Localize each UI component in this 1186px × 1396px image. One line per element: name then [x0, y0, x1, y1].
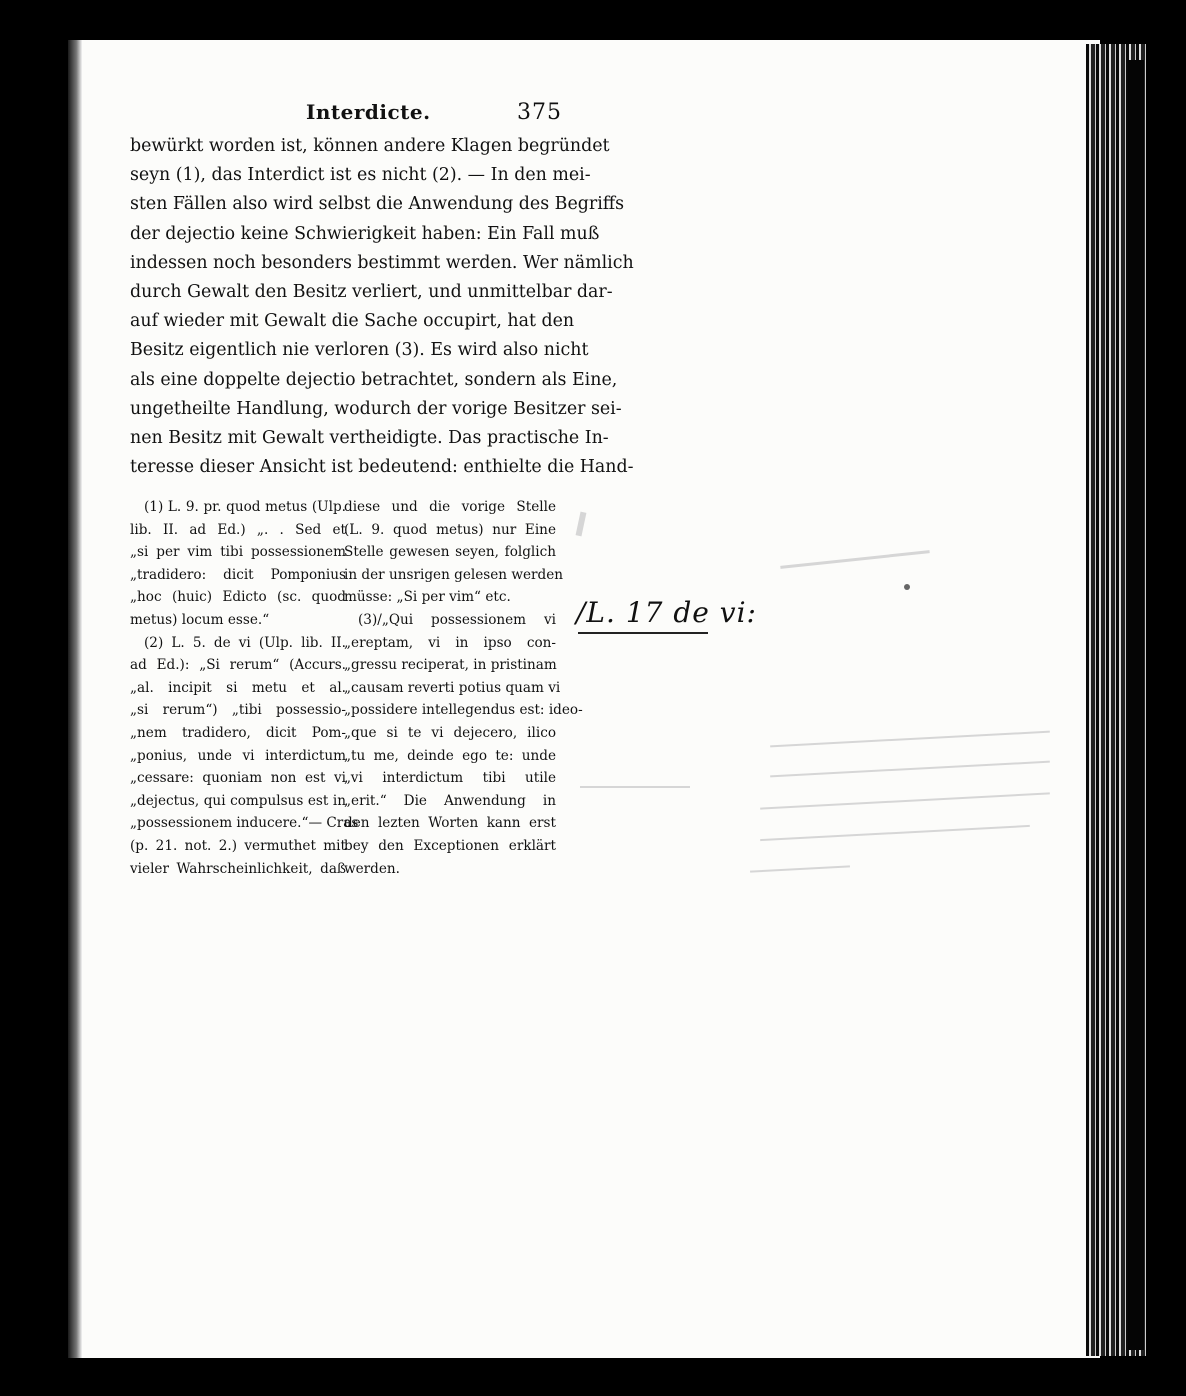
footnote-line: werden. — [344, 860, 401, 877]
footnote-line: (L. 9. quod metus) nur Eine — [344, 521, 556, 538]
footnote-line: (3)/„Qui possessionem vi — [358, 611, 556, 628]
footnote-line: „que si te vi dejecero, ilico — [344, 724, 556, 741]
footnote-line: metus) locum esse.“ — [130, 611, 270, 628]
footnote-line: „tradidero: dicit Pomponius — [130, 566, 346, 583]
footnote-line: den lezten Worten kann erst — [344, 815, 556, 832]
footnote-line: bey den Exceptionen erklärt — [344, 837, 556, 854]
page-number: 375 — [517, 100, 562, 125]
footnote-line: „vi interdictum tibi utile — [344, 770, 556, 787]
running-title: Interdicte. — [306, 100, 431, 124]
footnote-line: (1) L. 9. pr. quod metus (Ulp. — [144, 499, 346, 515]
text-line: teresse dieser Ansicht ist bedeutend: enthielte die Hand- — [130, 457, 634, 478]
text-line: seyn (1), das Interdict ist es nicht (2). — In den mei- — [130, 165, 591, 186]
page-header — [280, 100, 570, 130]
text-line: nen Besitz mit Gewalt vertheidigte. Das practische In- — [130, 427, 609, 448]
footnote-line: „si per vim tibi possessionem — [130, 544, 346, 561]
footnotes-right-column — [344, 496, 583, 880]
footnote-line: „ereptam, vi in ipso con- — [344, 634, 556, 651]
annotation-underline — [578, 632, 708, 634]
footnote-line: „causam reverti potius quam vi — [344, 679, 561, 696]
footnote-line: „nem tradidero, dicit Pom- — [130, 724, 346, 741]
footnote-line: (2) L. 5. de vi (Ulp. lib. II. — [144, 634, 346, 651]
footnote-line: „dejectus, qui compulsus est in — [130, 792, 346, 809]
footnote-line: „ponius, unde vi interdictum — [130, 747, 346, 764]
footnote-line: vieler Wahrscheinlichkeit, daß — [130, 860, 346, 877]
footnote-line: müsse: „Si per vim“ etc. — [344, 589, 511, 606]
text-line: als eine doppelte dejectio betrachtet, sondern als Eine, — [130, 369, 618, 390]
text-line: der dejectio keine Schwierigkeit haben: Ein Fall muß — [130, 223, 600, 244]
footnote-line: „possessionem inducere.“— Cras — [130, 815, 359, 832]
page-gutter-shadow — [68, 40, 82, 1358]
footnotes-left-column — [130, 496, 359, 880]
footnote-line: „si rerum“) „tibi possessio- — [130, 702, 346, 719]
footnote-line: „hoc (huic) Edicto (sc. quod — [130, 589, 346, 606]
footnote-line: „cessare: quoniam non est vi — [130, 770, 346, 787]
main-text — [130, 132, 634, 482]
text-line: sten Fällen also wird selbst die Anwendung des Begriffs — [130, 194, 625, 215]
footnote-line: in der unsrigen gelesen werden — [344, 566, 564, 583]
footnote-line: Stelle gewesen seyen, folglich — [344, 544, 556, 561]
footnote-line: „possidere intellegendus est: ideo- — [344, 702, 583, 719]
text-line: indessen noch besonders bestimmt werden. Wer nämlich — [130, 252, 634, 273]
footnote-line: „al. incipit si metu et al. — [130, 679, 346, 696]
text-line: bewürkt worden ist, können andere Klagen begründet — [130, 136, 610, 156]
text-line: Besitz eigentlich nie verloren (3). Es wird also nicht — [130, 340, 589, 361]
footnote-line: „erit.“ Die Anwendung in — [344, 792, 556, 809]
pencil-scribble — [580, 786, 690, 788]
text-line: ungetheilte Handlung, wodurch der vorige Besitzer sei- — [130, 398, 622, 419]
footnote-line: diese und die vorige Stelle — [344, 499, 556, 515]
text-line: auf wieder mit Gewalt die Sache occupirt, hat den — [130, 311, 575, 332]
handwritten-annotation: /L. 17 de vi: — [576, 596, 757, 629]
footnote-line: „gressu reciperat, in pristinam — [344, 657, 557, 674]
text-line: durch Gewalt den Besitz verliert, und unmittelbar dar- — [130, 281, 613, 302]
footnote-line: (p. 21. not. 2.) vermuthet mit — [130, 837, 346, 854]
footnote-line: ad Ed.): „Si rerum“ (Accurs. — [130, 657, 346, 674]
footnote-line: lib. II. ad Ed.) „. . Sed et — [130, 521, 346, 538]
footnote-line: „tu me, deinde ego te: unde — [344, 747, 556, 764]
ink-dot — [904, 584, 910, 590]
book-spine-shadow — [1128, 60, 1144, 1350]
